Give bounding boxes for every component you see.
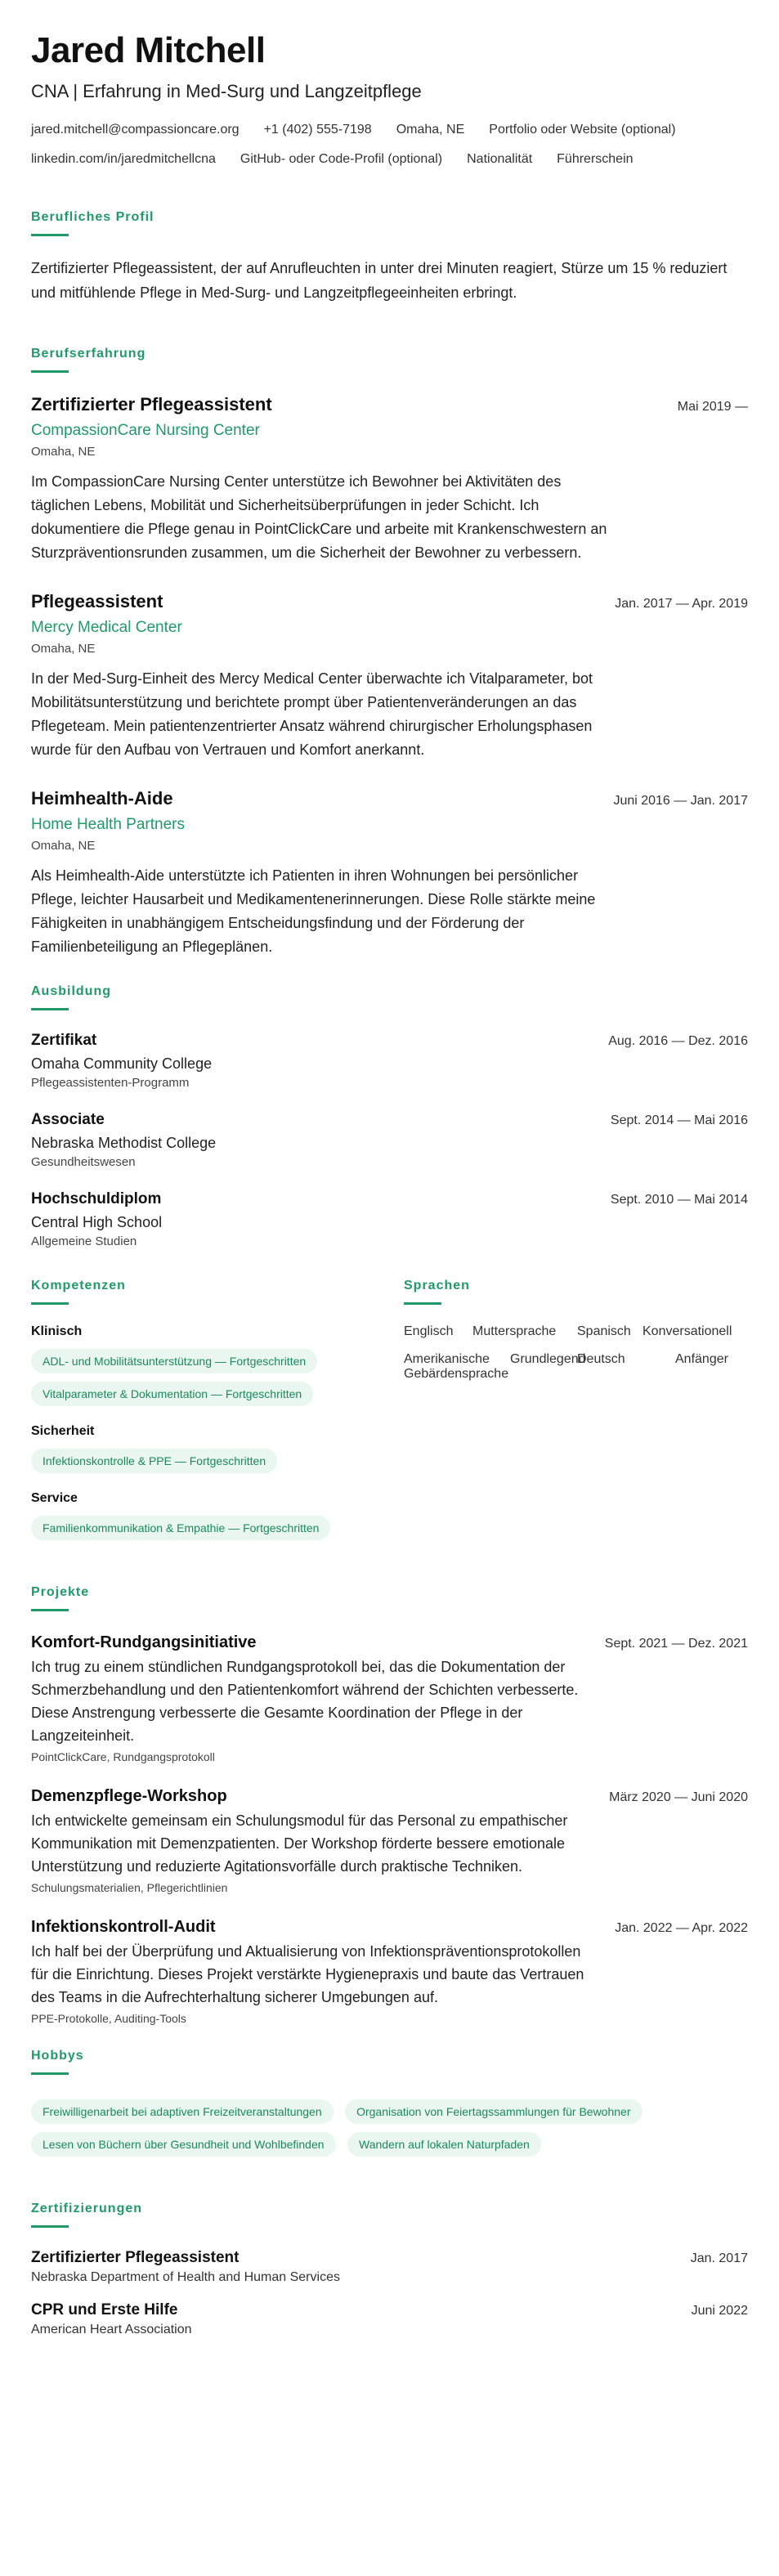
education-degree: Zertifikat [31, 1032, 97, 1049]
project-entry [31, 1915, 748, 2025]
section-title: Hobbys [31, 2049, 84, 2063]
section-divider [31, 1302, 69, 1305]
hobby-tag: Wandern auf lokalen Naturpfaden [347, 2132, 541, 2157]
language-row [404, 1324, 747, 1339]
skill-tags [31, 1511, 404, 1543]
language-name: Amerikanische Gebärdensprache [404, 1352, 509, 1381]
languages-section [404, 1278, 747, 1543]
job-date: Juni 2016 — Jan. 2017 [613, 794, 748, 808]
profile-section [31, 209, 748, 305]
contact-nationality: Nationalität [467, 152, 533, 166]
skill-tag: Familienkommunikation & Empathie — Fortgeschritten [31, 1516, 330, 1540]
skill-category: Service [31, 1491, 78, 1505]
project-title: Infektionskontroll-Audit [31, 1918, 216, 1936]
section-title: Projekte [31, 1585, 90, 1599]
section-title: Berufliches Profil [31, 210, 154, 224]
experience-section [31, 346, 748, 959]
project-tools: Schulungsmaterialien, Pflegerichtlinien [31, 1881, 228, 1894]
language-level: Konversationell [642, 1324, 732, 1338]
job-company: Mercy Medical Center [31, 619, 182, 636]
project-date: Jan. 2022 — Apr. 2022 [615, 1921, 748, 1935]
language-level: Anfänger [675, 1352, 728, 1366]
project-entry [31, 1785, 748, 1894]
language-name: Deutsch [577, 1352, 625, 1366]
project-date: März 2020 — Juni 2020 [609, 1790, 748, 1804]
job-entry [31, 786, 748, 959]
section-divider [31, 1609, 69, 1611]
certification-entry [31, 2247, 748, 2285]
project-entry [31, 1631, 748, 1763]
job-location: Omaha, NE [31, 839, 96, 853]
contact-license: Führerschein [557, 152, 633, 166]
job-date: Mai 2019 — [677, 400, 748, 414]
education-date: Sept. 2014 — Mai 2016 [610, 1113, 748, 1127]
language-level: Grundlegend [510, 1352, 586, 1366]
skills-section [31, 1278, 404, 1543]
project-title: Komfort-Rundgangsinitiative [31, 1633, 257, 1651]
certification-date: Jan. 2017 [690, 2251, 748, 2265]
language-name: Spanisch [577, 1324, 631, 1338]
job-date: Jan. 2017 — Apr. 2019 [615, 597, 748, 611]
job-entry [31, 392, 748, 565]
certification-title: Zertifizierter Pflegeassistent [31, 2249, 240, 2266]
project-description: Ich trug zu einem stündlichen Rundgangsprotokoll bei, das die Dokumentation der Schmerzbehandlung und den Patientenkomfort während der Schichten verbesserte. Diese Anstrengung verbesserte die Gesamte Koordination der Pflege in der Langzeiteinheit. [31, 1659, 579, 1744]
skill-tag: Infektionskontrolle & PPE — Fortgeschritten [31, 1449, 277, 1473]
section-divider [31, 370, 69, 373]
section-divider [31, 2225, 69, 2228]
certification-entry [31, 2300, 748, 2337]
education-entry [31, 1109, 748, 1169]
job-description: Im CompassionCare Nursing Center unterstütze ich Bewohner bei Aktivitäten des täglichen Lebens, Mobilität und Sicherheitsüberprüfungen in jeder Schicht. Ich dokumentiere die Pflege genau in PointClickCare und arbeite mit Krankenschwestern an Sturzpräventionsrunden zusammen, um die Sicherheit der Bewohner zu verbessern. [31, 473, 607, 561]
section-title: Sprachen [404, 1279, 470, 1292]
contact-linkedin[interactable]: linkedin.com/in/jaredmitchellcna [31, 152, 216, 166]
education-date: Aug. 2016 — Dez. 2016 [608, 1034, 748, 1048]
section-divider [31, 234, 69, 236]
project-tools: PointClickCare, Rundgangsprotokoll [31, 1750, 215, 1763]
education-section [31, 983, 748, 1248]
section-divider [404, 1302, 441, 1305]
skill-tags [31, 1344, 404, 1409]
contact-github[interactable]: GitHub- oder Code-Profil (optional) [240, 152, 443, 166]
section-title: Ausbildung [31, 984, 111, 998]
education-field: Pflegeassistenten-Programm [31, 1076, 190, 1090]
skill-category: Sicherheit [31, 1424, 95, 1438]
education-entry [31, 1189, 748, 1248]
job-company: Home Health Partners [31, 816, 185, 833]
section-divider [31, 1008, 69, 1010]
education-degree: Associate [31, 1111, 105, 1128]
job-description: Als Heimhealth-Aide unterstützte ich Patienten in ihren Wohnungen bei persönlicher Pflege, leichter Hausarbeit und Medikamentenerinnerungen. Diese Rolle stärkte meine Fähigkeiten in unabhängigem Entscheidungsfindung und der Förderung der Familienbeteiligung an Pflegeplänen. [31, 867, 596, 955]
education-degree: Hochschuldiplom [31, 1190, 162, 1207]
education-field: Allgemeine Studien [31, 1234, 137, 1248]
hobby-tag: Freiwilligenarbeit bei adaptiven Freizeitveranstaltungen [31, 2099, 334, 2124]
skill-tags [31, 1444, 404, 1476]
skill-tag: ADL- und Mobilitätsunterstützung — Fortgeschritten [31, 1349, 317, 1373]
job-title: Pflegeassistent [31, 591, 163, 612]
education-date: Sept. 2010 — Mai 2014 [610, 1193, 748, 1207]
language-level: Muttersprache [472, 1324, 557, 1338]
contact-portfolio[interactable]: Portfolio oder Website (optional) [489, 123, 676, 137]
education-school: Nebraska Methodist College [31, 1135, 217, 1151]
language-name: Englisch [404, 1324, 454, 1338]
skills-languages-row [31, 1278, 748, 1543]
certification-org: Nebraska Department of Health and Human Services [31, 2270, 340, 2284]
section-title: Berufserfahrung [31, 347, 146, 361]
job-location: Omaha, NE [31, 445, 96, 459]
job-description: In der Med-Surg-Einheit des Mercy Medical Center überwachte ich Vitalparameter, bot Mobilitätsunterstützung und berichtete prompt über Patientenveränderungen an das Pflegeteam. Mein patientenzentrierter Ansatz während chirurgischer Erholungsphasen wurde für den Aufbau von Vertrauen und Komfort anerkannt. [31, 670, 593, 758]
contact-location: Omaha, NE [396, 123, 465, 137]
education-school: Omaha Community College [31, 1055, 213, 1072]
resume-header [31, 29, 748, 168]
job-title: Heimhealth-Aide [31, 788, 173, 809]
section-title: Zertifizierungen [31, 2202, 143, 2215]
contact-list [31, 121, 748, 168]
projects-section [31, 1584, 748, 2025]
hobby-tag: Lesen von Büchern über Gesundheit und Wohlbefinden [31, 2132, 336, 2157]
certifications-section [31, 2201, 748, 2337]
job-location: Omaha, NE [31, 642, 96, 656]
project-description: Ich entwickelte gemeinsam ein Schulungsmodul für das Personal zu empathischer Kommunikation mit Demenzpatienten. Der Workshop förderte bessere emotionale Unterstützung und reduzierte Agitationsvorfälle durch praktische Techniken. [31, 1812, 568, 1875]
contact-email[interactable]: jared.mitchell@compassioncare.org [31, 123, 240, 137]
education-entry [31, 1030, 748, 1090]
job-entry [31, 589, 748, 762]
project-tools: PPE-Protokolle, Auditing-Tools [31, 2012, 186, 2025]
candidate-name: Jared Mitchell [31, 30, 266, 70]
job-company: CompassionCare Nursing Center [31, 422, 260, 439]
section-title: Kompetenzen [31, 1279, 126, 1292]
hobby-tags [31, 2094, 748, 2160]
education-field: Gesundheitswesen [31, 1155, 136, 1169]
profile-text: Zertifizierter Pflegeassistent, der auf Anrufleuchten in unter drei Minuten reagiert, Stürze um 15 % reduziert und mitfühlende Pflege in Med-Surg- und Langzeitpflegeeinheiten erbringt. [31, 260, 728, 301]
language-row [404, 1352, 747, 1382]
skill-tag: Vitalparameter & Dokumentation — Fortgeschritten [31, 1382, 313, 1406]
candidate-subtitle: CNA | Erfahrung in Med-Surg und Langzeitpflege [31, 81, 422, 101]
project-title: Demenzpflege-Workshop [31, 1787, 227, 1805]
project-date: Sept. 2021 — Dez. 2021 [604, 1637, 748, 1651]
project-description: Ich half bei der Überprüfung und Aktualisierung von Infektionspräventionsprotokollen für die Einrichtung. Dieses Projekt verstärkte Hygienepraxis und baute das Vertrauen des Teams in die Aufrechterhaltung sicherer Umgebungen auf. [31, 1943, 584, 2005]
contact-phone[interactable]: +1 (402) 555-7198 [263, 123, 372, 137]
hobby-tag: Organisation von Feiertagssammlungen für Bewohner [345, 2099, 642, 2124]
certification-title: CPR und Erste Hilfe [31, 2301, 178, 2318]
section-divider [31, 2072, 69, 2075]
skill-category: Klinisch [31, 1324, 83, 1338]
job-title: Zertifizierter Pflegeassistent [31, 394, 272, 414]
certification-date: Juni 2022 [691, 2304, 748, 2318]
hobbies-section [31, 2048, 748, 2160]
education-school: Central High School [31, 1214, 163, 1230]
certification-org: American Heart Association [31, 2323, 192, 2336]
